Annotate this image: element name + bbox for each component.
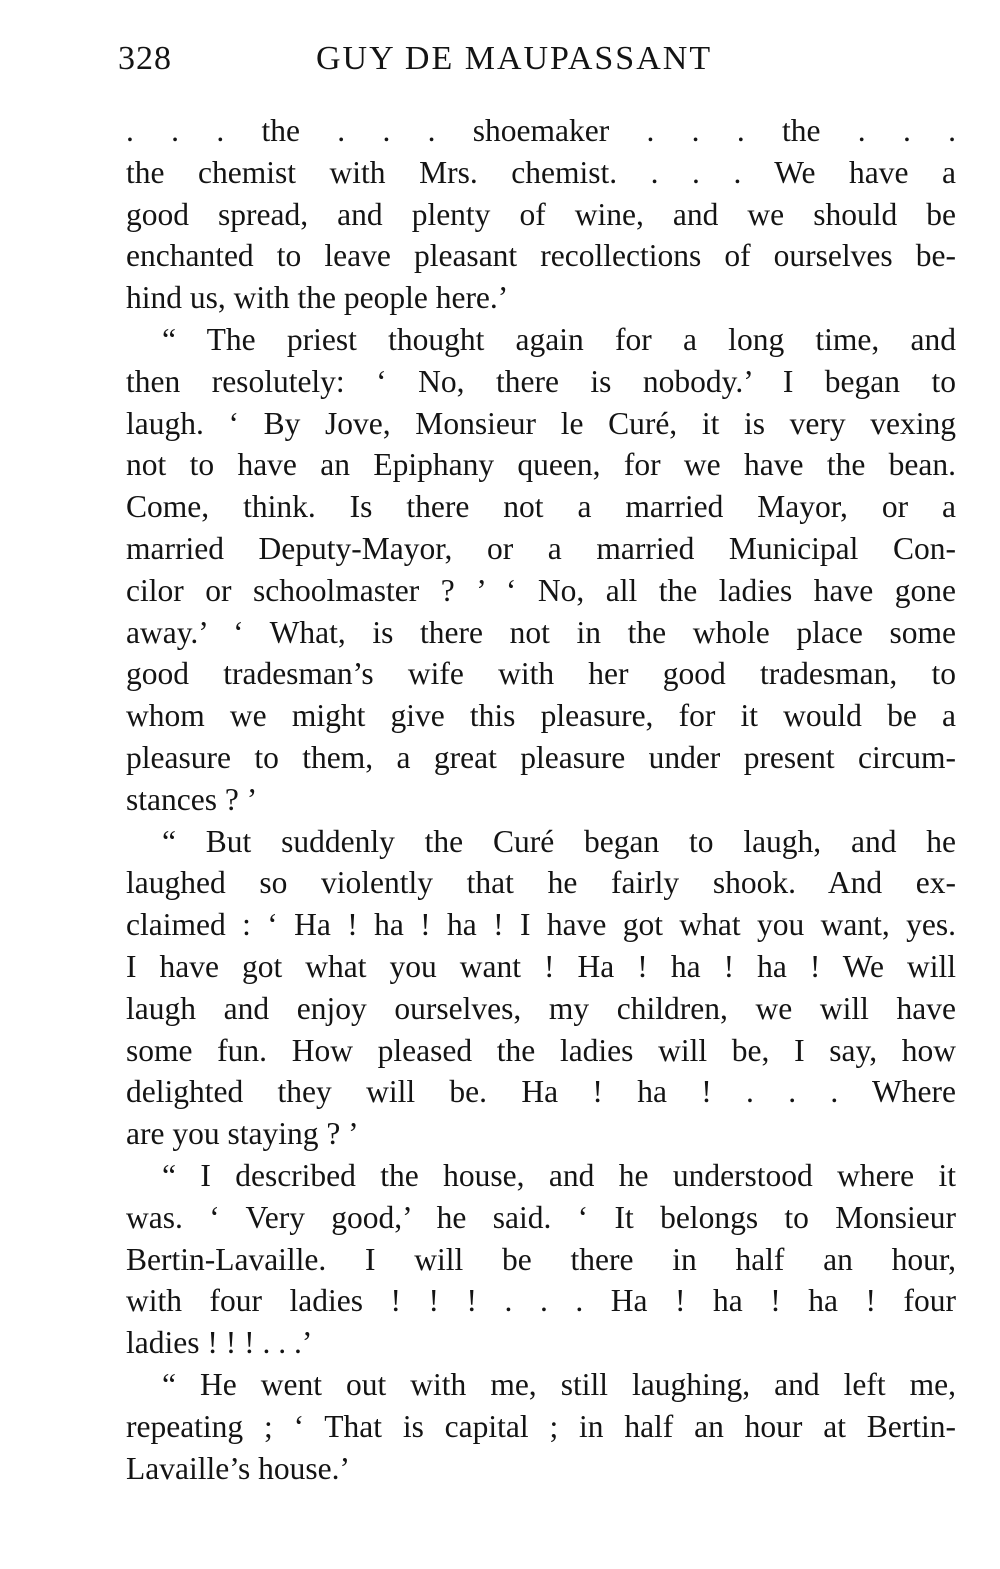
text-line: . . . the . . . shoemaker . . . the . . . (126, 113, 956, 148)
text-line: whom we might give this pleasure, for it would be a (126, 698, 956, 734)
running-title: GUY DE MAUPASSANT (316, 40, 713, 77)
text-line: I have got what you want ! Ha ! ha ! ha ! We will (126, 948, 956, 984)
text-line: enchanted to leave pleasant recollections of ourselves be- (126, 238, 956, 274)
text-line: then resolutely: ‘ No, there is nobody.’ I began to (126, 363, 956, 399)
text-line: laugh and enjoy ourselves, my children, we will have (126, 990, 956, 1026)
text-line: laughed so violently that he fairly shook. And ex- (126, 865, 956, 901)
text-line: Bertin-Lavaille. I will be there in half an hour, (126, 1241, 956, 1277)
text-line: not to have an Epiphany queen, for we have the bean. (126, 447, 956, 483)
text-line: hind us, with the people here.’ (126, 280, 509, 316)
text-line: repeating ; ‘ That is capital ; in half an hour at Bertin- (126, 1408, 956, 1444)
text-line: the chemist with Mrs. chemist. . . . We have a (126, 154, 956, 190)
text-line: Come, think. Is there not a married Mayor, or a (126, 489, 956, 525)
text-line: claimed : ‘ Ha ! ha ! ha ! I have got what you want, yes. (126, 907, 956, 943)
page-number: 328 (118, 40, 172, 77)
text-line: “ He went out with me, still laughing, and left me, (162, 1366, 956, 1402)
text-line: good tradesman’s wife with her good tradesman, to (126, 656, 956, 692)
text-line: some fun. How pleased the ladies will be, I say, how (126, 1032, 956, 1068)
text-line: Lavaille’s house.’ (126, 1450, 350, 1486)
text-line: good spread, and plenty of wine, and we should be (126, 196, 956, 232)
text-line: away.’ ‘ What, is there not in the whole place some (126, 614, 956, 650)
text-line: “ I described the house, and he understood where it (162, 1157, 956, 1193)
text-line: “ But suddenly the Curé began to laugh, and he (162, 823, 956, 859)
text-line: delighted they will be. Ha ! ha ! . . . Where (126, 1074, 956, 1110)
text-line: married Deputy-Mayor, or a married Municipal Con- (126, 530, 956, 566)
text-line: cilor or schoolmaster ? ’ ‘ No, all the ladies have gone (126, 572, 956, 608)
page-header (118, 40, 758, 90)
text-line: laugh. ‘ By Jove, Monsieur le Curé, it is very vexing (126, 405, 956, 441)
text-line: pleasure to them, a great pleasure under present circum- (126, 739, 956, 775)
text-line: with four ladies ! ! ! . . . Ha ! ha ! ha ! four (126, 1283, 956, 1319)
body-text (126, 110, 956, 1489)
text-line: was. ‘ Very good,’ he said. ‘ It belongs to Monsieur (126, 1199, 956, 1235)
text-line: “ The priest thought again for a long time, and (162, 321, 956, 357)
text-line: are you staying ? ’ (126, 1116, 359, 1152)
text-line: stances ? ’ (126, 781, 258, 817)
text-line: ladies ! ! ! . . .’ (126, 1325, 313, 1361)
